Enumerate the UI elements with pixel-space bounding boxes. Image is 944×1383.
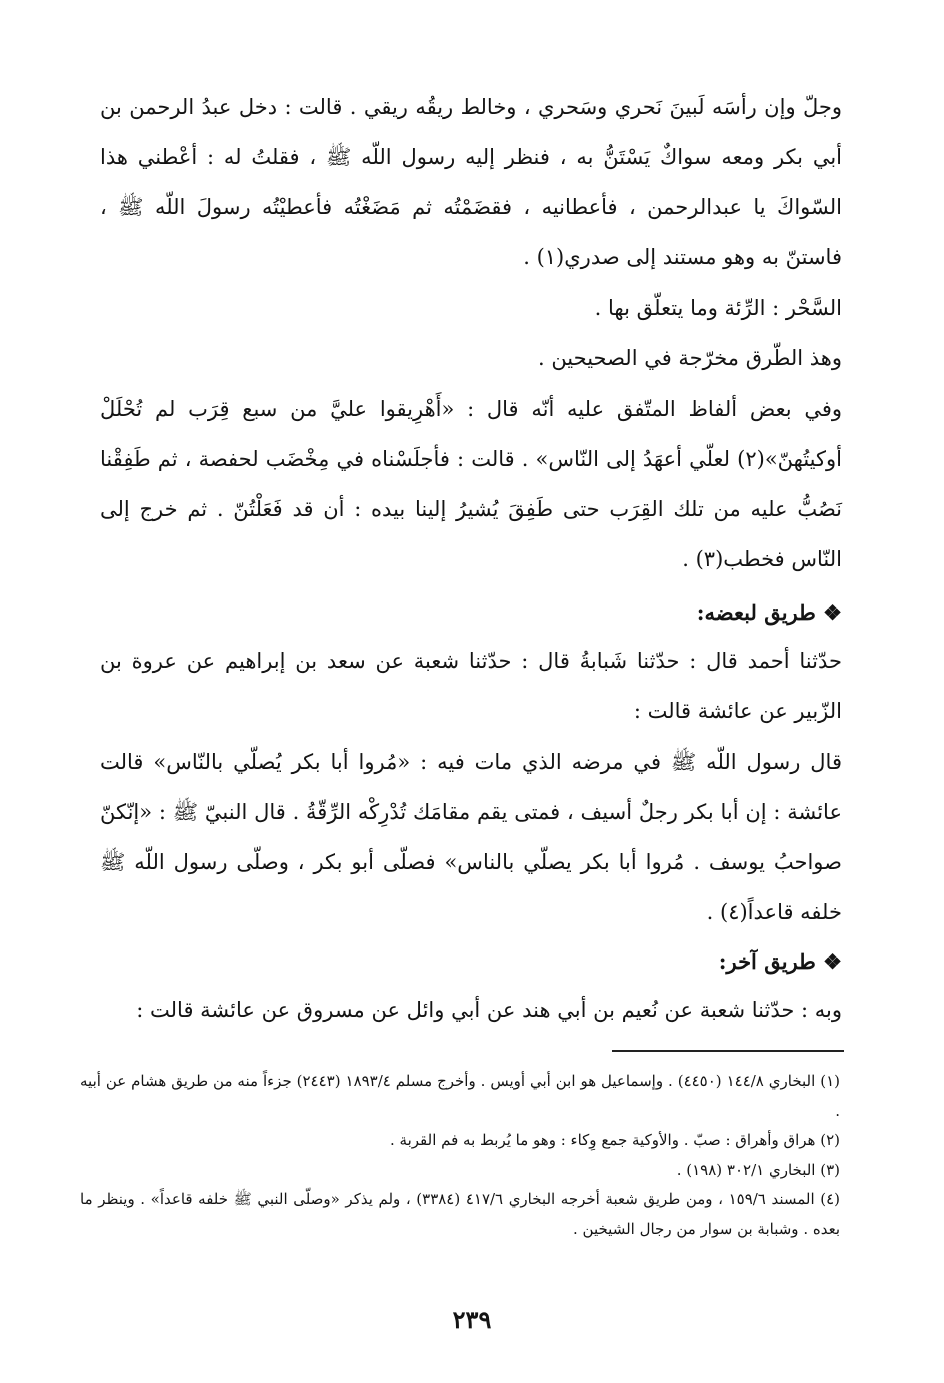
paragraph-text: وفي بعض ألفاظ المتّفق عليه أنّه قال : «أَهْرِيقوا عليَّ من سبع قِرَب لم تُحْلَلْ أوكيتُهنّ»(٢) لعلّي أعهَدُ إلى النّاس» . قالت : فأجلَسْناه في مِخْضَب لحفصة ، ثم طَفِقْنا نَصُبُّ عليه من تلك القِرَب حتى طَفِقَ يُشيرُ إلينا بيده : أن قد فَعَلْتُنّ . ثم خرج إلى النّاس فخطب(٣) . [100, 397, 842, 571]
paragraph-hadith-siwak [100, 82, 842, 282]
paragraph-sahihayn-note [100, 333, 842, 383]
page-number: ٢٣٩ [452, 1305, 492, 1334]
footnotes [80, 1067, 840, 1244]
paragraph-seven-waterskins [100, 384, 842, 584]
heading-text: ❖ طريق آخر: [718, 949, 842, 974]
section-heading-another-route [100, 937, 842, 987]
paragraph-text: السَّحْر : الرِّئة وما يتعلّق بها . [594, 296, 842, 320]
heading-text: ❖ طريق لبعضه: [696, 600, 842, 625]
paragraph-text: وهذ الطّرق مخرّجة في الصحيحين . [537, 346, 842, 370]
footnote-3: (٣) البخاري ٣٠٢/١ (١٩٨) . [676, 1160, 840, 1179]
section-heading-partial-route [100, 588, 842, 638]
footnote-separator [612, 1050, 844, 1052]
paragraph-abu-bakr-leads-prayer [100, 737, 842, 937]
paragraph-text: وبه : حدّثنا شعبة عن نُعيم بن أبي هند عن أبي وائل عن مسروق عن عائشة قالت : [136, 998, 842, 1022]
paragraph-text: حدّثنا أحمد قال : حدّثنا شَبابةُ قال : حدّثنا شعبة عن سعد بن إبراهيم عن عروة بن الزّبير عن عائشة قالت : [100, 649, 842, 723]
footnote-2: (٢) هراق وأهراق : صبّ . والأوكية جمع وِكاء : وهو ما يُربط به فم القربة . [390, 1131, 840, 1149]
footnote-4: (٤) المسند ١٥٩/٦ ، ومن طريق شعبة أخرجه البخاري ٤١٧/٦ (٣٣٨٤) ، ولم يذكر «وصلّى النبي ﷺ خلفه قاعداً» . وينظر ما بعده . وشبابة بن سوار من رجال الشيخين . [80, 1190, 840, 1238]
paragraph-isnad-ahmad [100, 636, 842, 736]
paragraph-text: قال رسول اللّه ﷺ في مرضه الذي مات فيه : «مُروا أبا بكر يُصلّي بالنّاس» قالت عائشة : إن أبا بكر رجلٌ أسيف ، فمتى يقم مقامَك تُدْرِكْه الرِّقّةُ . قال النبيّ ﷺ : «إنّكنّ صواحبُ يوسف . مُروا أبا بكر يصلّي بالناس» فصلّى أبو بكر ، وصلّى رسول اللّه ﷺ خلفه قاعداً(٤) . [100, 750, 842, 924]
footnote-1: (١) البخاري ١٤٤/٨ (٤٤٥٠) . وإسماعيل هو ابن أبي أويس . وأخرج مسلم ١٨٩٣/٤ (٢٤٤٣) جزءاً منه من طريق هشام عن أبيه . [80, 1072, 840, 1120]
paragraph-isnad-shuba [100, 985, 842, 1035]
paragraph-text: وجلّ وإن رأسَه لَبينَ نَحري وسَحري ، وخالط ريقُه ريقي . قالت : دخل عبدُ الرحمن بن أبي بكر ومعه سواكٌ يَسْتَنُّ به ، فنظر إليه رسول اللّه ﷺ ، فقلتُ له : أعْطني هذا السّواكَ يا عبدالرحمن ، فأعطانيه ، فقضَمْتُه ثم مَضَغْتُه فأعطيْتُه رسولَ اللّه ﷺ ، فاستنّ به وهو مستند إلى صدري(١) . [100, 95, 842, 269]
paragraph-definition-sahr [100, 283, 842, 333]
